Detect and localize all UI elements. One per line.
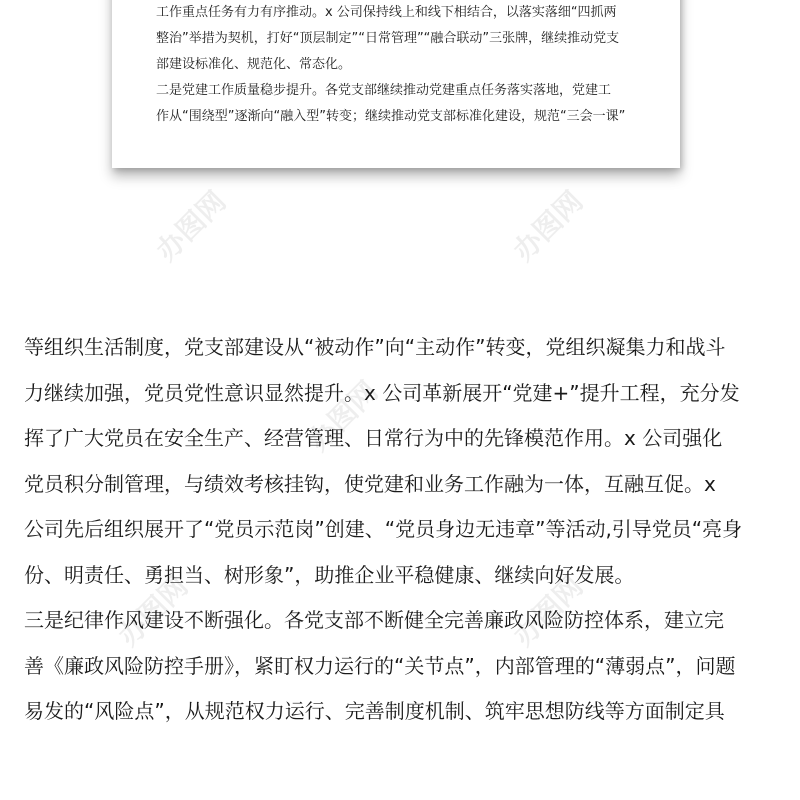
body-line: 力继续加强，党员党性意识显然提升。x 公司革新展开“党建+”提升工程，充分发: [24, 380, 740, 405]
watermark: 办图网: [149, 184, 233, 268]
watermark: 办图网: [506, 184, 590, 268]
body-line: 等组织生活制度，党支部建设从“被动作”向“主动作”转变，党组织凝集力和战斗: [24, 335, 726, 359]
body-line: 易发的“风险点”，从规范权力运行、完善制度机制、筑牢思想防线等方面制定具: [24, 699, 725, 723]
card-line: 工作重点任务有力有序推动。x 公司保持线上和线下相结合，以落实落细“四抓两: [156, 5, 617, 20]
body-line: 三是纪律作风建设不断强化。各党支部不断健全完善廉政风险防控体系，建立完: [24, 608, 724, 632]
body-line: 善《廉政风险防控手册》，紧盯权力运行的“关节点”，内部管理的“薄弱点”，问题: [24, 653, 736, 678]
card-text: [156, 0, 650, 130]
card-line: 整治”举措为契机，打好“顶层制定”“日常管理”“融合联动”三张牌，继续推动党支: [156, 31, 620, 46]
document-preview-card: [112, 0, 680, 168]
watermark: 办图网: [111, 569, 195, 653]
watermark: 办图网: [506, 569, 590, 653]
body-line: 挥了广大党员在安全生产、经营管理、日常行为中的先锋模范作用。x 公司强化: [24, 426, 723, 450]
watermark: 办图网: [301, 374, 385, 458]
body-line: 党员积分制管理，与绩效考核挂钩，使党建和业务工作融为一体，互融互促。x: [24, 471, 716, 496]
card-line: 部建设标准化、规范化、常态化。: [156, 57, 352, 72]
main-body-text: [24, 325, 784, 735]
card-line: 二是党建工作质量稳步提升。各党支部继续推动党建重点任务落实落地，党建工: [156, 83, 612, 98]
body-line: 份、明责任、勇担当、树形象”，助推企业平稳健康、继续向好发展。: [24, 562, 635, 587]
card-line: 作从“围绕型”逐渐向“融入型”转变；继续推动党支部标准化建设，规范“三会一课”: [156, 109, 626, 124]
body-line: 公司先后组织展开了“党员示范岗”创建、“党员身边无违章”等活动,引导党员“亮身: [24, 517, 743, 541]
